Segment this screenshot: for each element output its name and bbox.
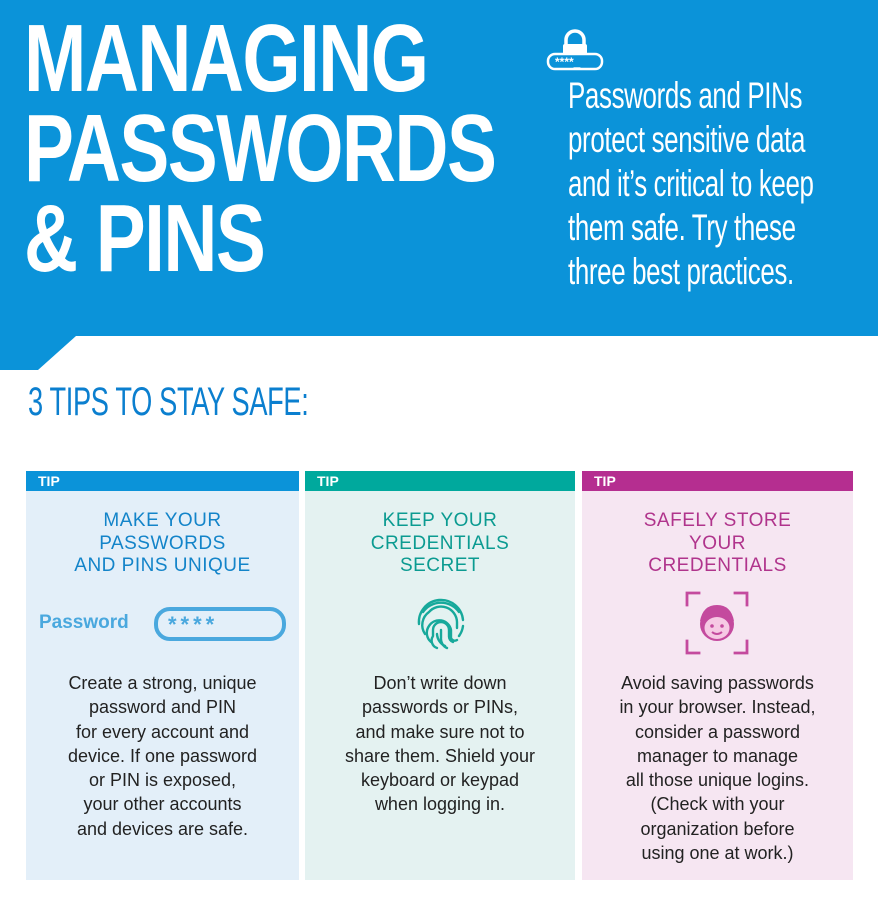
tip-body-line: keyboard or keypad — [360, 770, 520, 791]
tip-title-line: CREDENTIALS — [648, 555, 787, 576]
tip-body-line: passwords or PINs, — [361, 697, 519, 718]
tip-body-line: device. If one password — [67, 745, 258, 766]
password-graphic-field — [154, 607, 286, 641]
intro-line: them safe. Try these — [568, 207, 796, 248]
tip-body-line: your other accounts — [83, 794, 242, 815]
tip-title-line: YOUR — [689, 532, 746, 554]
page-title — [24, 5, 496, 292]
lock-password-icon — [546, 28, 604, 72]
title-line: PASSWORDS — [24, 95, 496, 202]
tip-body-line: manager to manage — [636, 745, 799, 766]
tip-body-line: (Check with your — [650, 794, 785, 815]
header-banner — [0, 0, 878, 336]
tip-body — [592, 671, 843, 865]
tip-body-line: in your browser. Instead, — [619, 697, 816, 718]
tip-tab-label: TIP — [317, 473, 339, 489]
tip-body-line: Don’t write down — [373, 673, 507, 693]
tip-body-line: and make sure not to — [355, 721, 525, 742]
title-line: & PINS — [24, 185, 265, 292]
tip-title-line: PASSWORDS — [99, 532, 226, 554]
tip-body-line: for every account and — [75, 721, 250, 742]
tip-body-line: using one at work.) — [641, 843, 794, 864]
tip-title-line: SAFELY STORE — [643, 510, 792, 531]
intro-line: protect sensitive data — [568, 119, 806, 160]
tip-body-line: consider a password — [634, 721, 801, 742]
tip-title-line: CREDENTIALS — [370, 532, 510, 554]
tip-body — [315, 671, 565, 817]
tip-title-line: KEEP YOUR — [382, 510, 498, 531]
fingerprint-icon — [409, 590, 473, 654]
tip-card-unique — [26, 471, 299, 880]
tip-tab-label: TIP — [594, 473, 616, 489]
title-line: MANAGING — [24, 5, 428, 112]
svg-text:****_: ****_ — [555, 55, 581, 69]
tip-title-line: MAKE YOUR — [103, 510, 222, 531]
banner-pointer — [0, 336, 76, 370]
intro-text — [568, 74, 862, 294]
tip-body-line: organization before — [640, 818, 795, 839]
intro-line: and it’s critical to keep — [568, 163, 814, 204]
tip-card-secret — [305, 471, 575, 880]
tip-title-line: AND PINS UNIQUE — [74, 555, 251, 576]
tip-title — [582, 510, 853, 578]
tip-body-line: password and PIN — [88, 697, 237, 718]
face-scan-icon — [685, 591, 749, 655]
tip-body-line: Avoid saving passwords — [621, 673, 814, 693]
intro-line: three best practices. — [568, 251, 794, 292]
tip-title — [305, 510, 575, 578]
tip-body-line: or PIN is exposed, — [88, 770, 237, 791]
section-heading: 3 TIPS TO STAY SAFE: — [28, 380, 309, 424]
tip-body-line: and devices are safe. — [76, 818, 249, 839]
tip-title — [26, 510, 299, 578]
tip-tab — [305, 471, 575, 491]
tip-body-line: all those unique logins. — [625, 770, 810, 791]
intro-line: Passwords and PINs — [568, 75, 803, 116]
tip-body-line: Create a strong, unique — [68, 673, 257, 693]
tip-body-line: when logging in. — [374, 794, 506, 815]
tip-body — [36, 671, 289, 841]
tip-card-store — [582, 471, 853, 880]
tip-title-line: SECRET — [399, 555, 481, 576]
tip-tab — [26, 471, 299, 491]
tip-tab-label: TIP — [38, 473, 60, 489]
tip-tab — [582, 471, 853, 491]
tip-body-line: share them. Shield your — [344, 745, 536, 766]
password-mask: **** — [168, 612, 219, 637]
password-graphic-label: Password — [39, 612, 129, 633]
